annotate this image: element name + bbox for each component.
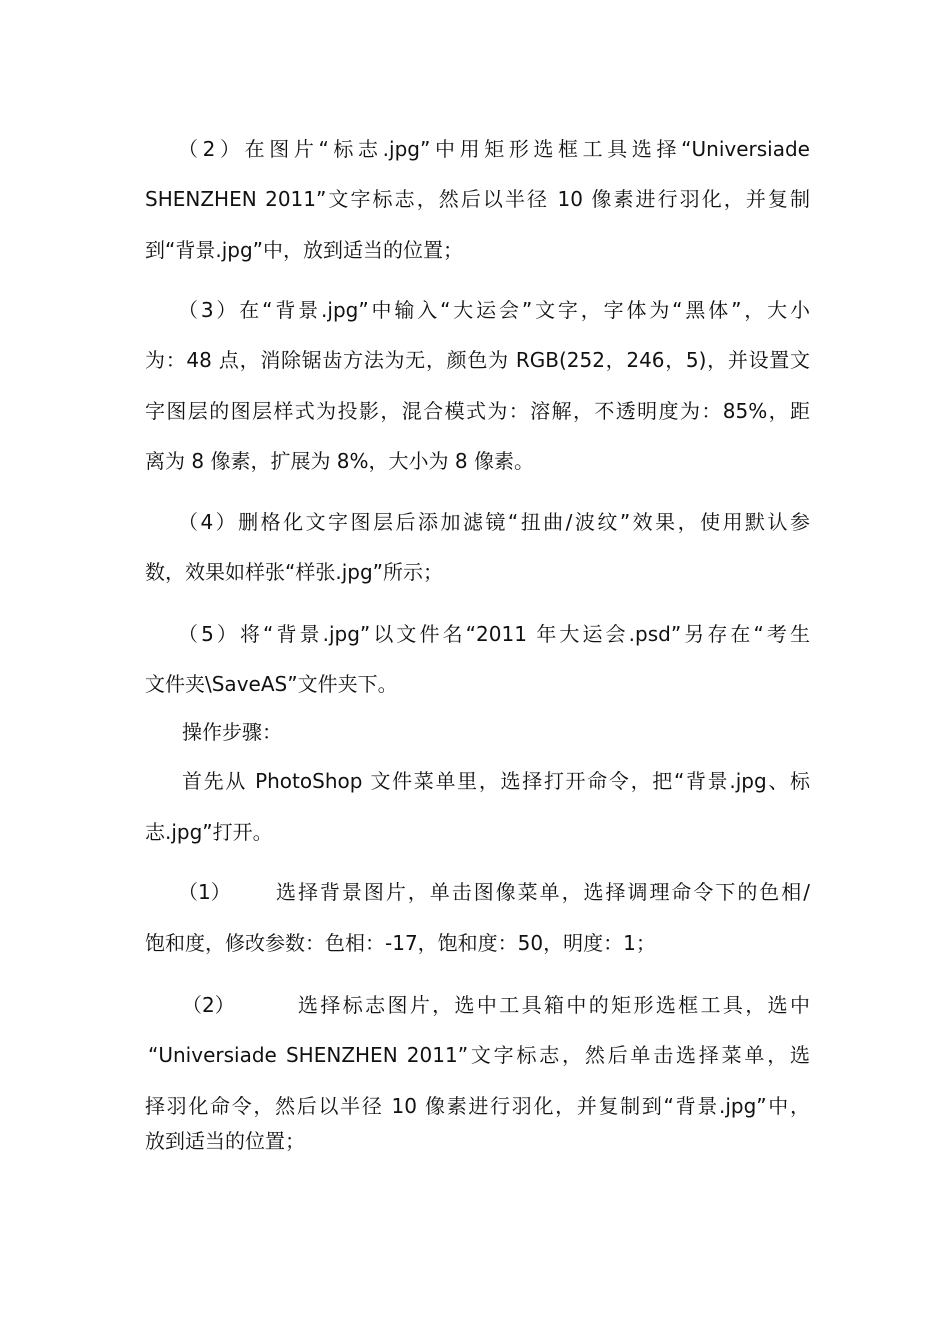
paragraph-line: 首先从 PhotoShop 文件菜单里，选择打开命令，把“背景.jpg、标	[182, 769, 810, 793]
paragraph-line: （4）删格化文字图层后添加滤镜“扭曲/波纹”效果，使用默认参	[178, 510, 810, 534]
paragraph-line: SHENZHEN 2011”文字标志，然后以半径 10 像素进行羽化，并复制	[145, 187, 810, 211]
section-heading: 操作步骤：	[182, 720, 282, 744]
paragraph-line: 文件夹\SaveAS”文件夹下。	[145, 672, 398, 696]
paragraph-line: 到“背景.jpg”中，放到适当的位置；	[145, 238, 464, 262]
paragraph-line: （3）在“背景.jpg”中输入“大运会”文字，字体为“黑体”，大小	[178, 298, 810, 322]
paragraph-line: （2）在图片“标志.jpg”中用矩形选框工具选择“Universiade	[178, 137, 810, 161]
paragraph-line: 饱和度，修改参数：色相：-17，饱和度：50，明度：1；	[145, 931, 656, 955]
paragraph-line: 为：48 点，消除锯齿方法为无，颜色为 RGB(252，246，5)，并设置文	[145, 348, 810, 372]
paragraph-line: 选择背景图片，单击图像菜单，选择调理命令下的色相/	[276, 880, 810, 904]
paragraph-line: 择羽化命令，然后以半径 10 像素进行羽化，并复制到“背景.jpg”中，	[145, 1094, 810, 1118]
paragraph-line: 字图层的图层样式为投影，混合模式为：溶解，不透明度为：85%，距	[145, 399, 810, 423]
paragraph-line: （5）将“背景.jpg”以文件名“2011 年大运会.psd”另存在“考生	[178, 622, 810, 646]
paragraph-line: 离为 8 像素，扩展为 8%，大小为 8 像素。	[145, 449, 534, 473]
paragraph-line: “Universiade SHENZHEN 2011”文字标志，然后单击选择菜单，选	[148, 1043, 810, 1067]
paragraph-line: 选择标志图片，选中工具箱中的矩形选框工具，选中	[298, 993, 810, 1017]
step-number: （2）	[182, 993, 235, 1017]
paragraph-line: 数，效果如样张“样张.jpg”所示；	[145, 560, 444, 584]
paragraph-line: 放到适当的位置；	[145, 1129, 305, 1153]
paragraph-line: 志.jpg”打开。	[145, 820, 273, 844]
step-number: （1）	[178, 880, 231, 904]
